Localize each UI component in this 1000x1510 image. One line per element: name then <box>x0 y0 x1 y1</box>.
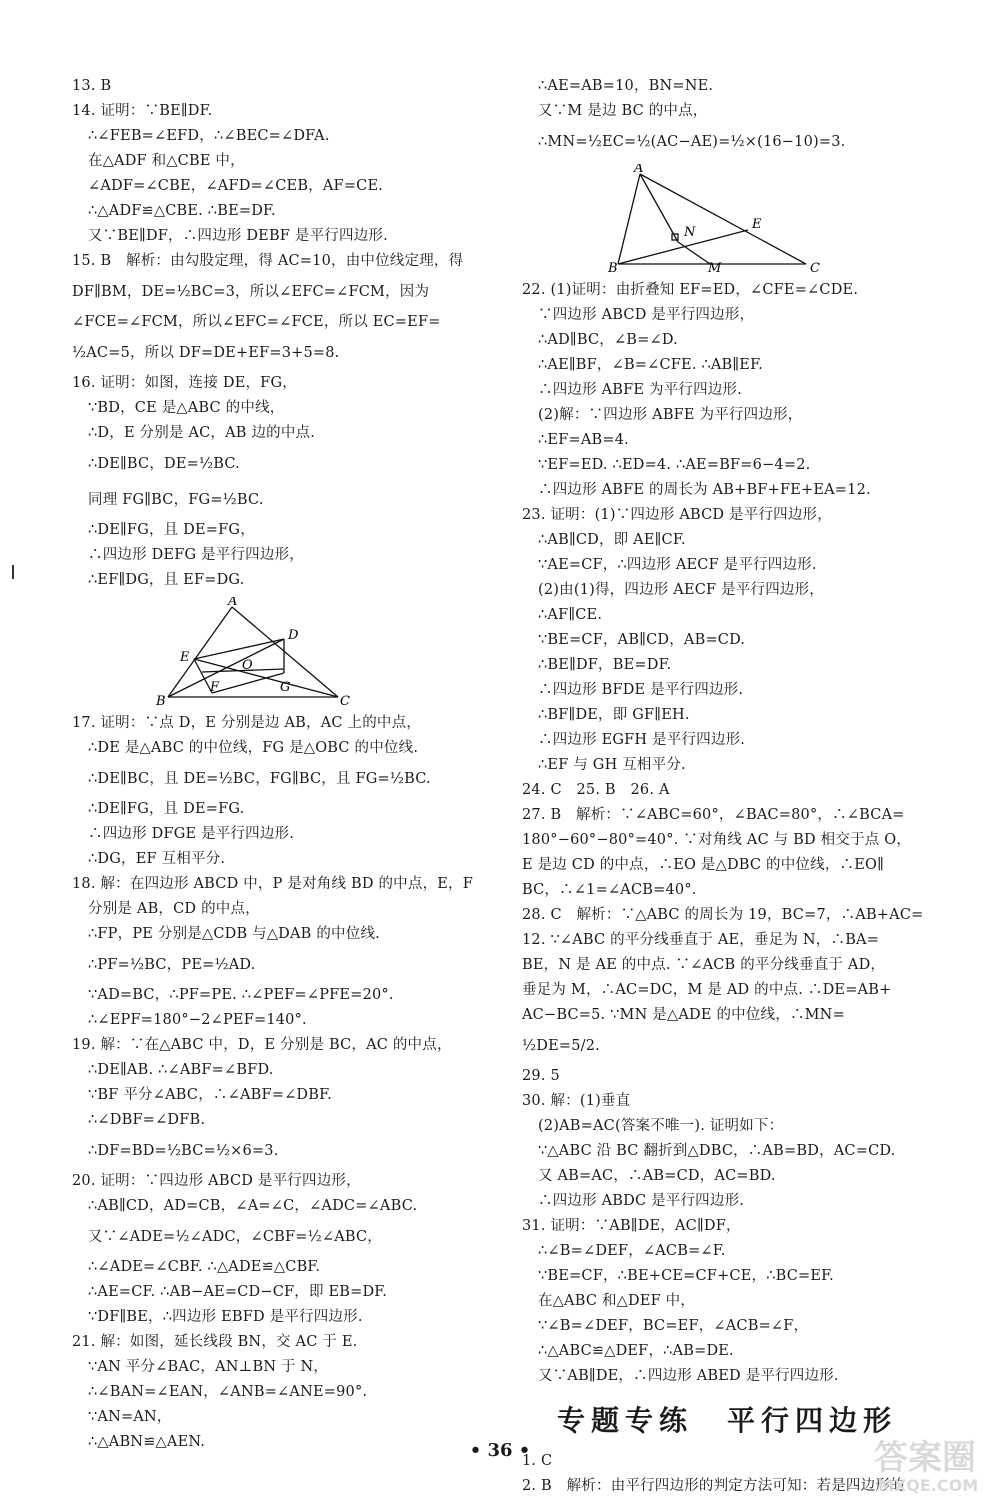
answer-21: 21. 解：如图，延长线段 BN，交 AC 于 E. <box>72 1334 358 1350</box>
text-line: ∵EF=ED. ∴ED=4. ∴AE=BF=6−4=2. <box>538 457 811 473</box>
text-line: ∴DE∥FG，且 DE=FG. <box>88 801 245 817</box>
text-line: ∴∠EPF=180°−2∠PEF=140°. <box>88 1012 307 1028</box>
answer-17: 17. 证明：∵点 D，E 分别是边 AB，AC 上的中点， <box>72 715 422 731</box>
topic-answer-2: 2. B 解析：由平行四边形的判定方法可知：若是四边形的 <box>522 1478 905 1494</box>
text-line: ∴MN=½EC=½(AC−AE)=½×(16−10)=3. <box>538 134 846 150</box>
text-line: (2)解：∵四边形 ABFE 为平行四边形， <box>538 407 803 423</box>
answer-23: 23. 证明：(1)∵四边形 ABCD 是平行四边形， <box>522 507 832 523</box>
text-line: ∴△ABN≌△AEN. <box>88 1434 206 1450</box>
text-line: ½AC=5，所以 DF=DE+EF=3+5=8. <box>72 345 340 361</box>
answer-28: 28. C 解析：∵△ABC 的周长为 19，BC=7，∴AB+AC= <box>522 907 924 923</box>
label-c: C <box>340 694 350 707</box>
watermark-logo <box>870 1430 990 1500</box>
label-f: F <box>210 680 220 695</box>
answer-16: 16. 证明：如图，连接 DE，FG， <box>72 375 297 391</box>
text-line: ∴四边形 ABFE 为平行四边形. <box>538 382 742 398</box>
text-line: ∵∠B=∠DEF，BC=EF，∠ACB=∠F， <box>538 1318 809 1334</box>
text-line: ∵四边形 ABCD 是平行四边形， <box>538 307 755 323</box>
text-line: ∵BE=CF，AB∥CD，AB=CD. <box>538 632 746 648</box>
answer-19: 19. 解：∵在△ABC 中，D，E 分别是 BC，AC 的中点， <box>72 1037 452 1053</box>
label-e: E <box>180 650 190 665</box>
text-line: 分别是 AB，CD 的中点， <box>88 901 260 917</box>
text-line: ∵BF 平分∠ABC，∴∠ABF=∠DBF. <box>88 1087 332 1103</box>
text-line: ∴DG，EF 互相平分. <box>88 851 226 867</box>
text-line: ∵AN=AN， <box>88 1409 172 1425</box>
text-line: ∵△ABC 沿 BC 翻折到△DBC，∴AB=BD，AC=CD. <box>538 1143 896 1159</box>
text-line: ∠ADF=∠CBE，∠AFD=∠CEB，AF=CE. <box>88 178 384 194</box>
text-line: ∴EF 与 GH 互相平分. <box>538 757 686 773</box>
text-line: ∴四边形 DEFG 是平行四边形， <box>88 547 304 563</box>
text-line: (2)由(1)得，四边形 AECF 是平行四边形， <box>538 582 825 598</box>
answer-22: 22. (1)证明：由折叠知 EF=ED，∠CFE=∠CDE. <box>522 282 859 298</box>
text-line: ∴四边形 EGFH 是平行四边形. <box>538 732 746 748</box>
text-line: ∴DE∥BC，且 DE=½BC，FG∥BC，且 FG=½BC. <box>88 771 431 787</box>
answer-31: 31. 证明：∵AB∥DE，AC∥DF， <box>522 1218 741 1234</box>
figure-triangle-abc-median <box>522 164 932 274</box>
text-line: ∴AB∥CD，即 AE∥CF. <box>538 532 686 548</box>
text-line: ∴四边形 ABDC 是平行四边形. <box>538 1193 745 1209</box>
answer-30: 30. 解：(1)垂直 <box>522 1093 631 1109</box>
label-a: A <box>228 597 238 609</box>
answer-13: 13. B <box>72 78 112 94</box>
answer-18: 18. 解：在四边形 ABCD 中，P 是对角线 BD 的中点，E，F <box>72 876 474 892</box>
text-line: ∵AE=CF，∴四边形 AECF 是平行四边形. <box>538 557 817 573</box>
text-line: ∴△ADF≌△CBE. ∴BE=DF. <box>88 203 276 219</box>
label-b: B <box>608 261 618 274</box>
text-line: ∵BE=CF，∴BE+CE=CF+CE，∴BC=EF. <box>538 1268 834 1284</box>
label-g: G <box>280 680 291 695</box>
text-line: ∵AN 平分∠BAC，AN⊥BN 于 N， <box>88 1359 329 1375</box>
text-line: ∴DE∥AB. ∴∠ABF=∠BFD. <box>88 1062 274 1078</box>
label-c: C <box>810 261 820 274</box>
text-line: ∴∠BAN=∠EAN，∠ANB=∠ANE=90°. <box>88 1384 368 1400</box>
text-line: 同理 FG∥BC，FG=½BC. <box>88 492 264 508</box>
answer-15: 15. B 解析：由勾股定理，得 AC=10，由中位线定理，得 <box>72 253 464 269</box>
text-line: ∴∠B=∠DEF，∠ACB=∠F. <box>538 1243 726 1259</box>
text-line: ∠FCE=∠FCM，所以∠EFC=∠FCE，所以 EC=EF= <box>72 314 441 330</box>
text-line: 又∵BE∥DF，∴四边形 DEBF 是平行四边形. <box>88 228 388 244</box>
watermark-site: MXQE.COM <box>878 1476 979 1495</box>
label-o: O <box>242 658 253 673</box>
text-line: ∴AE=AB=10，BN=NE. <box>538 78 714 94</box>
text-line: 在△ADF 和△CBE 中， <box>88 153 245 169</box>
text-line: ∴AD∥BC，∠B=∠D. <box>538 332 678 348</box>
figure-triangle-abc <box>72 597 472 707</box>
text-line: 又∵AB∥DE，∴四边形 ABED 是平行四边形. <box>538 1368 839 1384</box>
text-line: ∴AE=CF. ∴AB−AE=CD−CF，即 EB=DF. <box>88 1284 388 1300</box>
answer-29: 29. 5 <box>522 1068 560 1084</box>
text-line: 在△ABC 和△DEF 中， <box>538 1293 696 1309</box>
answer-14: 14. 证明：∵BE∥DF. <box>72 103 213 119</box>
text-line: ∴四边形 BFDE 是平行四边形. <box>538 682 744 698</box>
text-line: ∴DE 是△ABC 的中位线，FG 是△OBC 的中位线. <box>88 740 419 756</box>
text-line: E 是边 CD 的中点，∴EO 是△DBC 的中位线，∴EO∥ <box>522 857 884 873</box>
left-column <box>72 74 472 1455</box>
text-line: ∴△ABC≌△DEF，∴AB=DE. <box>538 1343 734 1359</box>
text-line: 又∵M 是边 BC 的中点， <box>538 103 708 119</box>
section-title: 专题专练 平行四边形 <box>556 1404 897 1437</box>
text-line: 12. ∵∠ABC 的平分线垂直于 AE，垂足为 N，∴BA= <box>522 932 880 948</box>
text-line: ∴BE∥DF，BE=DF. <box>538 657 672 673</box>
text-line: ∴AB∥CD，AD=CB，∠A=∠C，∠ADC=∠ABC. <box>88 1198 418 1214</box>
text-line: ∴DE∥FG，且 DE=FG， <box>88 522 255 538</box>
text-line: ∴D，E 分别是 AC，AB 边的中点. <box>88 425 316 441</box>
text-line: ∴四边形 ABFE 的周长为 AB+BF+FE+EA=12. <box>538 482 871 498</box>
answer-24-26: 24. C 25. B 26. A <box>522 782 670 798</box>
text-line: ∵AD=BC，∴PF=PE. ∴∠PEF=∠PFE=20°. <box>88 987 394 1003</box>
label-b: B <box>156 694 166 707</box>
text-line: 又∵∠ADE=½∠ADC，∠CBF=½∠ABC， <box>88 1229 382 1245</box>
label-a: A <box>634 164 644 176</box>
text-line: ∴四边形 DFGE 是平行四边形. <box>88 826 295 842</box>
text-line: ∴∠FEB=∠EFD，∴∠BEC=∠DFA. <box>88 128 330 144</box>
text-line: 180°−60°−80°=40°. ∵对角线 AC 与 BD 相交于点 O， <box>522 832 912 848</box>
text-line: AC−BC=5. ∵MN 是△ADE 的中位线，∴MN= <box>522 1007 845 1023</box>
text-line: ∴EF∥DG，且 EF=DG. <box>88 572 245 588</box>
text-line: ∴AF∥CE. <box>538 607 603 623</box>
answer-20: 20. 证明：∵四边形 ABCD 是平行四边形， <box>72 1173 361 1189</box>
text-line: ½DE=5/2. <box>522 1038 600 1054</box>
text-line: 又 AB=AC，∴AB=CD，AC=BD. <box>538 1168 776 1184</box>
margin-mark <box>12 565 14 579</box>
answer-27: 27. B 解析：∵∠ABC=60°，∠BAC=80°，∴∠BCA= <box>522 807 905 823</box>
text-line: BE，N 是 AE 的中点. ∵∠ACB 的平分线垂直于 AD， <box>522 957 886 973</box>
label-e: E <box>752 217 762 232</box>
watermark-title: 答案圈 <box>874 1438 976 1478</box>
label-n: N <box>684 225 696 240</box>
text-line: ∴∠DBF=∠DFB. <box>88 1112 206 1128</box>
text-line: ∴PF=½BC，PE=½AD. <box>88 957 256 973</box>
page-number: • 36 • <box>469 1440 531 1461</box>
text-line: ∵BD，CE 是△ABC 的中线， <box>88 400 285 416</box>
text-line: BC，∴∠1=∠ACB=40°. <box>522 882 697 898</box>
text-line: 垂足为 M，∴AC=DC，M 是 AD 的中点. ∴DE=AB+ <box>522 982 892 998</box>
text-line: (2)AB=AC(答案不唯一). 证明如下： <box>538 1118 784 1134</box>
text-line: ∴∠ADE=∠CBF. ∴△ADE≌△CBF. <box>88 1259 321 1275</box>
text-line: ∴AE∥BF，∠B=∠CFE. ∴AB∥EF. <box>538 357 763 373</box>
topic-answer-1: 1. C <box>522 1453 553 1469</box>
text-line: ∴FP，PE 分别是△CDB 与△DAB 的中位线. <box>88 926 380 942</box>
text-line: ∴EF=AB=4. <box>538 432 629 448</box>
text-line: ∴DE∥BC，DE=½BC. <box>88 456 240 472</box>
right-column <box>522 74 932 1499</box>
text-line: ∴DF=BD=½BC=½×6=3. <box>88 1143 279 1159</box>
label-d: D <box>288 628 299 643</box>
text-line: ∴BF∥DE，即 GF∥EH. <box>538 707 690 723</box>
text-line: ∵DF∥BE，∴四边形 EBFD 是平行四边形. <box>88 1309 363 1325</box>
text-line: DF∥BM，DE=½BC=3，所以∠EFC=∠FCM，因为 <box>72 284 430 300</box>
label-m: M <box>708 261 722 274</box>
